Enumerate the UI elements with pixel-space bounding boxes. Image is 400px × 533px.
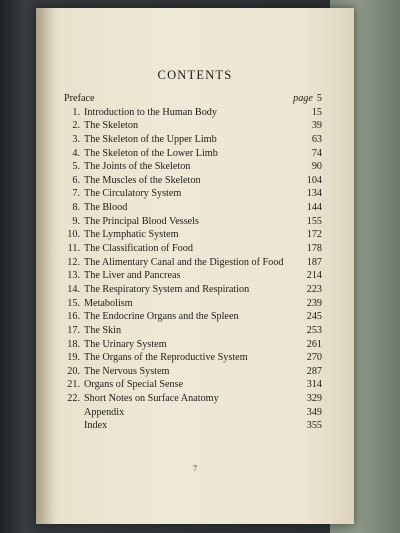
toc-entry-row — [64, 310, 322, 324]
toc-entry-page: 104 — [306, 174, 322, 186]
toc-entry-title: The Endocrine Organs and the Spleen — [84, 311, 239, 323]
page-number: 7 — [193, 464, 197, 473]
toc-entry-row — [64, 283, 322, 297]
toc-entry-row — [64, 351, 322, 365]
toc-entry-number: 20. — [67, 365, 80, 377]
toc-entry-page: 63 — [311, 133, 322, 145]
toc-entry-number: 4. — [72, 147, 80, 159]
page-gutter-shadow — [36, 8, 54, 524]
toc-entry-row — [64, 324, 322, 338]
toc-entry-page: 172 — [306, 229, 322, 241]
toc-entry-title: The Joints of the Skeleton — [84, 161, 191, 173]
toc-entry-title: The Circulatory System — [84, 188, 182, 200]
toc-entry-title: The Skeleton of the Upper Limb — [84, 133, 217, 145]
toc-entry-page: page 5 — [293, 93, 322, 104]
toc-entry-page: 144 — [306, 202, 322, 214]
toc-entry-number: 5. — [72, 161, 80, 173]
toc-entry-row — [64, 147, 322, 161]
toc-entry-row — [64, 106, 322, 120]
toc-entry-page: 270 — [306, 352, 322, 364]
book-page — [36, 8, 354, 524]
toc-entry-page: 245 — [306, 311, 322, 323]
toc-entry-number: 15. — [67, 297, 80, 309]
toc-entry-row — [64, 256, 322, 270]
toc-preface-row — [64, 92, 322, 106]
toc-entry-list — [64, 106, 322, 406]
toc-entry-title: Appendix — [84, 406, 125, 418]
toc-entry-title: The Skeleton of the Lower Limb — [84, 147, 218, 159]
toc-entry-page: 187 — [306, 256, 322, 268]
toc-entry-row — [64, 338, 322, 352]
toc-entry-row — [64, 269, 322, 283]
toc-entry-page: 287 — [306, 365, 322, 377]
toc-entry-page: 155 — [306, 215, 322, 227]
toc-entry-page: 214 — [306, 270, 322, 282]
toc-entry-page: 15 — [311, 106, 322, 118]
toc-entry-number: 7. — [72, 188, 80, 200]
toc-entry-page: 90 — [311, 161, 322, 173]
page-title: CONTENTS — [157, 68, 233, 82]
toc-entry-page: 223 — [306, 283, 322, 295]
toc-entry-page: 239 — [306, 297, 322, 309]
toc-entry-page: 355 — [306, 420, 322, 432]
toc-entry-page: 178 — [306, 243, 322, 255]
toc-entry-number: 12. — [67, 256, 80, 268]
toc-entry-title: The Muscles of the Skeleton — [84, 174, 201, 186]
toc-entry-row — [64, 297, 322, 311]
page-word: page — [293, 93, 313, 104]
toc-entry-row — [64, 378, 322, 392]
toc-entry-row — [64, 174, 322, 188]
toc-entry-title: The Alimentary Canal and the Digestion of Food — [84, 256, 284, 268]
toc-entry-number: 22. — [67, 393, 80, 405]
toc-appendix-row — [64, 406, 322, 420]
toc-entry-number: 18. — [67, 338, 80, 350]
toc-entry-number: 13. — [67, 270, 80, 282]
toc-entry-number: 11. — [67, 243, 80, 255]
toc-entry-title: Organs of Special Sense — [84, 379, 184, 391]
toc-entry-number: 14. — [67, 283, 80, 295]
toc-entry-title: Index — [84, 420, 108, 432]
toc-entry-row — [64, 187, 322, 201]
toc-entry-number: 1. — [72, 106, 80, 118]
toc-entry-row — [64, 242, 322, 256]
toc-entry-title: The Classification of Food — [84, 243, 193, 255]
toc-entry-title: The Organs of the Reproductive System — [84, 352, 248, 364]
toc-entry-number: 17. — [67, 324, 80, 336]
toc-entry-number: 3. — [72, 133, 80, 145]
table-of-contents — [64, 92, 322, 433]
toc-entry-number: 9. — [72, 215, 80, 227]
toc-entry-page: 253 — [306, 324, 322, 336]
toc-entry-row — [64, 160, 322, 174]
toc-entry-title: The Blood — [84, 202, 128, 214]
toc-entry-page: 261 — [306, 338, 322, 350]
toc-entry-row — [64, 133, 322, 147]
toc-entry-page: 314 — [306, 379, 322, 391]
toc-entry-page: 134 — [306, 188, 322, 200]
toc-entry-title: Introduction to the Human Body — [84, 106, 217, 118]
toc-entry-page: 349 — [306, 406, 322, 418]
toc-entry-title: The Principal Blood Vessels — [84, 215, 199, 227]
toc-entry-title: Metabolism — [84, 297, 133, 309]
toc-entry-row — [64, 119, 322, 133]
toc-entry-row — [64, 228, 322, 242]
toc-entry-number: 10. — [67, 229, 80, 241]
toc-entry-row — [64, 392, 322, 406]
toc-entry-title: The Skeleton — [84, 120, 139, 132]
toc-entry-title: Short Notes on Surface Anatomy — [84, 393, 219, 405]
toc-entry-number: 2. — [72, 120, 80, 132]
toc-entry-page: 74 — [311, 147, 322, 159]
toc-entry-title: The Nervous System — [84, 365, 170, 377]
toc-entry-number: 6. — [72, 174, 80, 186]
toc-entry-number: 8. — [72, 202, 80, 214]
toc-entry-title: The Skin — [84, 324, 122, 336]
toc-entry-title: The Respiratory System and Respiration — [84, 283, 250, 295]
toc-entry-row — [64, 201, 322, 215]
toc-entry-number: 21. — [67, 379, 80, 391]
toc-entry-row — [64, 365, 322, 379]
toc-entry-number: 19. — [67, 352, 80, 364]
toc-entry-page: 39 — [311, 120, 322, 132]
toc-entry-page: 329 — [306, 393, 322, 405]
toc-index-row — [64, 419, 322, 433]
toc-entry-title: The Lymphatic System — [84, 229, 179, 241]
toc-entry-row — [64, 215, 322, 229]
toc-entry-title: The Urinary System — [84, 338, 167, 350]
toc-entry-title: The Liver and Pancreas — [84, 270, 181, 282]
toc-entry-title: Preface — [64, 93, 95, 104]
toc-entry-number: 16. — [67, 311, 80, 323]
